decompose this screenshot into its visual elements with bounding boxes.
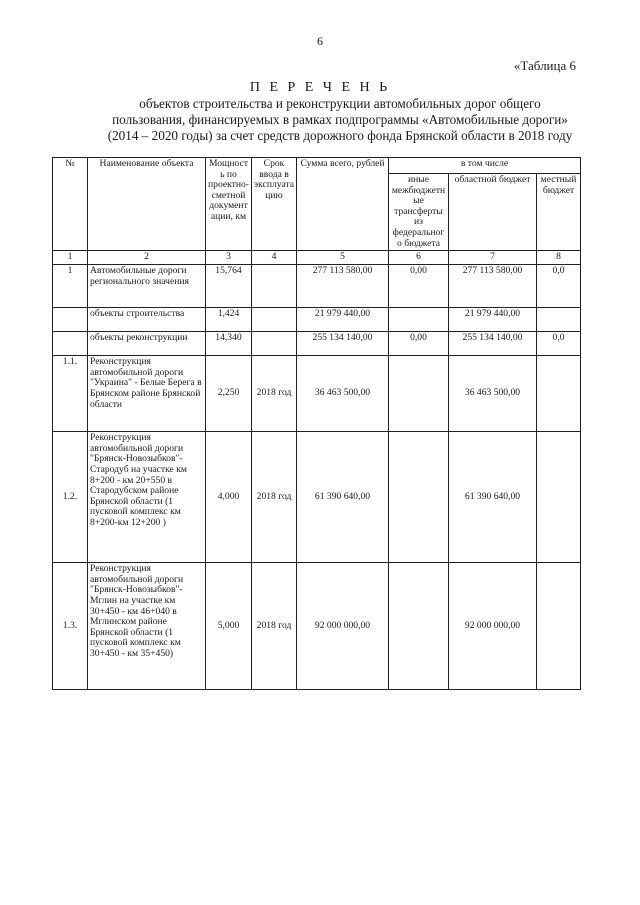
column-index: 4 [252, 251, 297, 265]
table-label: «Таблица 6 [513, 58, 576, 73]
row-name: объекты реконструкции [88, 332, 206, 356]
row-federal [389, 308, 449, 332]
row-name: Реконструкция автомобильной дороги "Брянск-Новозыбков"-Стародуб на участке км 8+200 - км 20+550 в Стародубском районе Брянской области (1 пусковой комплекс км 8+200-км 12+200 ) [88, 432, 206, 563]
header-name: Наименование объекта [88, 158, 206, 251]
column-index: 5 [297, 251, 389, 265]
table-row [53, 308, 581, 332]
row-num: 1 [53, 265, 88, 308]
column-index: 6 [389, 251, 449, 265]
table-row [53, 356, 581, 432]
document-subtitle [50, 96, 630, 144]
row-local [537, 563, 581, 690]
row-num: 1.2. [53, 432, 88, 563]
row-term: 2018 год [252, 356, 297, 432]
row-term [252, 265, 297, 308]
row-term [252, 308, 297, 332]
document-title: П Е Р Е Ч Е Н Ь [249, 80, 391, 95]
row-federal [389, 356, 449, 432]
row-capacity: 1,424 [206, 308, 252, 332]
subtitle-line: (2014 – 2020 годы) за счет средств дорожного фонда Брянской области в 2018 году [107, 128, 573, 143]
subtitle-line: пользования, финансируемых в рамках подпрограммы «Автомобильные дороги» [112, 112, 568, 127]
header-local: местный бюджет [537, 174, 581, 251]
row-local [537, 432, 581, 563]
row-federal: 0,00 [389, 332, 449, 356]
row-local: 0,0 [537, 265, 581, 308]
header-term: Срок ввода в эксплуатацию [252, 158, 297, 251]
subtitle-line: объектов строительства и реконструкции автомобильных дорог общего [139, 96, 541, 111]
header-federal: иные межбюджетные трансферты из федерального бюджета [389, 174, 449, 251]
page-number: 6 [317, 34, 323, 48]
column-index: 3 [206, 251, 252, 265]
header-regional: областной бюджет [449, 174, 537, 251]
column-index: 8 [537, 251, 581, 265]
row-regional: 277 113 580,00 [449, 265, 537, 308]
header-sum: Сумма всего, рублей [297, 158, 389, 251]
row-regional: 92 000 000,00 [449, 563, 537, 690]
row-sum: 277 113 580,00 [297, 265, 389, 308]
row-capacity: 14,340 [206, 332, 252, 356]
row-sum: 92 000 000,00 [297, 563, 389, 690]
header-capacity: Мощность по проектно-сметной документации, км [206, 158, 252, 251]
row-name: Реконструкция автомобильной дороги "Брянск-Новозыбков"-Мглин на участке км 30+450 - км 46+040 в Мглинском районе Брянской области (1 пусковой комплекс км 30+450 - км 35+450) [88, 563, 206, 690]
column-index: 7 [449, 251, 537, 265]
table-row [53, 332, 581, 356]
row-name: объекты строительства [88, 308, 206, 332]
row-federal [389, 432, 449, 563]
row-capacity: 15,764 [206, 265, 252, 308]
row-regional: 61 390 640,00 [449, 432, 537, 563]
column-index-row [53, 251, 581, 265]
header-including: в том числе [389, 158, 581, 174]
row-capacity: 5,000 [206, 563, 252, 690]
row-num [53, 332, 88, 356]
objects-table [52, 157, 581, 690]
row-federal: 0,00 [389, 265, 449, 308]
row-regional: 36 463 500,00 [449, 356, 537, 432]
row-term: 2018 год [252, 432, 297, 563]
row-name: Автомобильные дороги регионального значения [88, 265, 206, 308]
row-local [537, 308, 581, 332]
row-capacity: 2,250 [206, 356, 252, 432]
row-regional: 255 134 140,00 [449, 332, 537, 356]
row-regional: 21 979 440,00 [449, 308, 537, 332]
row-sum: 36 463 500,00 [297, 356, 389, 432]
row-federal [389, 563, 449, 690]
table-row [53, 432, 581, 563]
row-local: 0,0 [537, 332, 581, 356]
row-capacity: 4,000 [206, 432, 252, 563]
row-sum: 61 390 640,00 [297, 432, 389, 563]
row-name: Реконструкция автомобильной дороги "Украина" - Белые Берега в Брянском районе Брянской области [88, 356, 206, 432]
table-row [53, 563, 581, 690]
row-num: 1.1. [53, 356, 88, 432]
row-sum: 21 979 440,00 [297, 308, 389, 332]
column-index: 1 [53, 251, 88, 265]
row-num [53, 308, 88, 332]
row-local [537, 356, 581, 432]
column-index: 2 [88, 251, 206, 265]
table-row [53, 265, 581, 308]
header-num: № [53, 158, 88, 251]
row-num: 1.3. [53, 563, 88, 690]
row-term: 2018 год [252, 563, 297, 690]
row-sum: 255 134 140,00 [297, 332, 389, 356]
row-term [252, 332, 297, 356]
